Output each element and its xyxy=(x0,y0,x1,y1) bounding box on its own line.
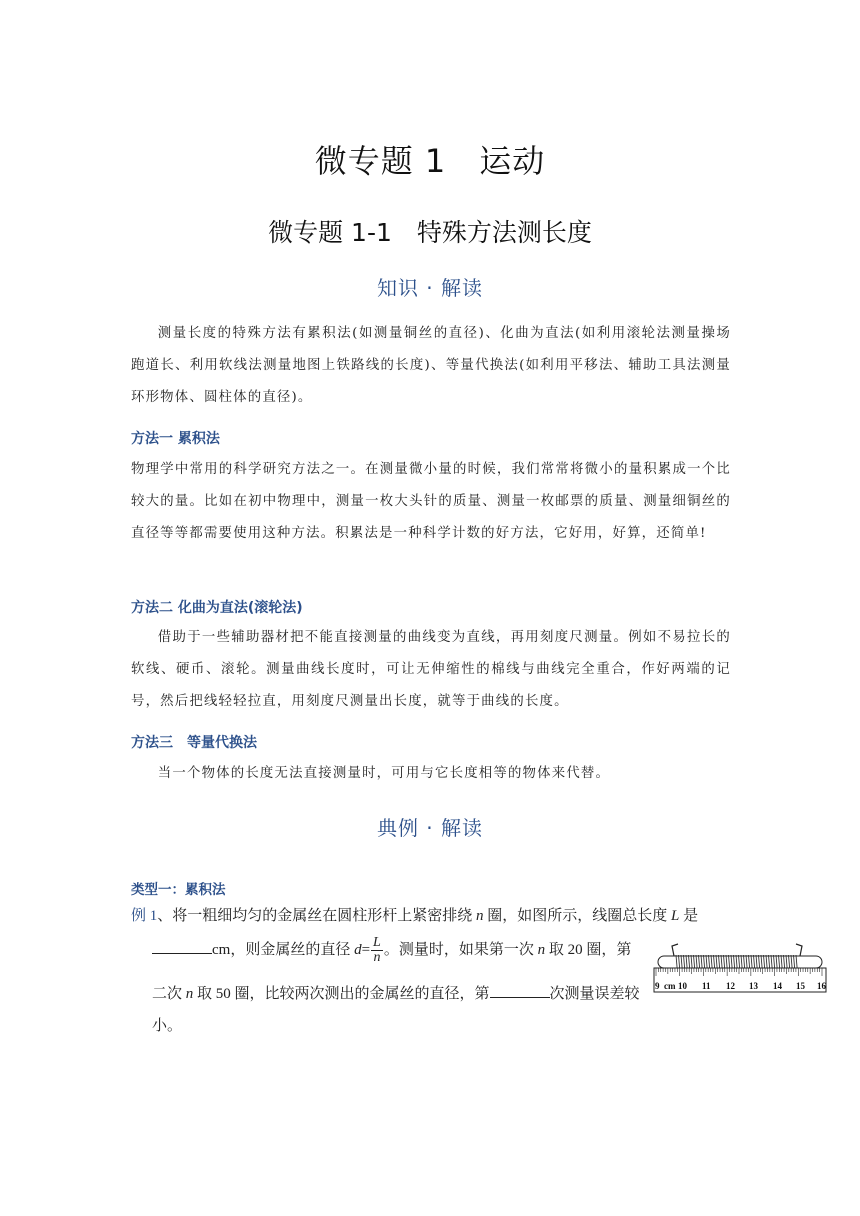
ruler-label: 16 xyxy=(817,981,826,991)
example1-line3: 二次 n 取 50 圈，比较两次测出的金属丝的直径，第 次测量误差较 xyxy=(152,982,640,1003)
page-title: 微专题 1 运动 xyxy=(314,142,546,180)
answer-blank-2[interactable] xyxy=(490,983,550,998)
ruler-label: 15 xyxy=(796,981,805,991)
page-subtitle: 微专题 1-1 特殊方法测长度 xyxy=(268,218,592,247)
coil-ruler-figure xyxy=(652,938,828,998)
method2-heading: 方法二 化曲为直法(滚轮法) xyxy=(131,600,303,616)
ruler-label: 12 xyxy=(726,981,735,991)
right-clip xyxy=(796,944,802,956)
example1-line2: cm，则金属丝的直径 d= $\frac{L}{n}$ 。测量时，如果第一次 n 取 20 圈，第 xyxy=(152,936,631,965)
ruler-label: 11 xyxy=(702,981,711,991)
ruler-label: 13 xyxy=(749,981,758,991)
answer-blank-1[interactable] xyxy=(152,939,212,954)
example1-line1: 例 1、将一粗细均匀的金属丝在圆柱形杆上紧密排绕 n 圈，如图所示，线圈总长度 L 是 xyxy=(131,908,699,924)
fraction-l-over-n: $\frac{L}{n}$ xyxy=(373,935,381,965)
method1-paragraph: 物理学中常用的科学研究方法之一。在测量微小量的时候，我们常常将微小的量积累成一个比较大的量。比如在初中物理中，测量一枚大头针的质量、测量一枚邮票的质量、测量细铜丝的直径等等都需要使用这种方法。积累法是一种科学计数的好方法，它好用，好算，还简单! xyxy=(131,462,731,541)
method3-paragraph: 当一个物体的长度无法直接测量时，可用与它长度相等的物体来代替。 xyxy=(157,766,611,781)
intro-paragraph: 测量长度的特殊方法有累积法(如测量铜丝的直径)、化曲为直法(如利用滚轮法测量操场跑道长、利用软线法测量地图上铁路线的长度)、等量代换法(如利用平移法、辅助工具法测量环形物体、圆柱体的直径)。 xyxy=(131,326,731,405)
ruler-label: 14 xyxy=(773,981,782,991)
example1-line4: 小。 xyxy=(152,1018,183,1034)
ruler-label: 9 xyxy=(655,981,660,991)
method3-heading: 方法三 等量代换法 xyxy=(131,735,257,751)
method1-heading: 方法一 累积法 xyxy=(131,431,220,447)
left-clip xyxy=(672,944,678,956)
example-label: 例 1 xyxy=(131,908,158,924)
ruler-label: 10 xyxy=(678,981,687,991)
type1-heading: 类型一：累积法 xyxy=(131,882,226,898)
section-heading-knowledge: 知识 · 解读 xyxy=(376,276,484,300)
ruler-label: cm xyxy=(664,981,676,991)
method2-paragraph: 借助于一些辅助器材把不能直接测量的曲线变为直线，再用刻度尺测量。例如不易拉长的软线、硬币、滚轮。测量曲线长度时，可让无伸缩性的棉线与曲线完全重合，作好两端的记号，然后把线轻轻拉直，用刻度尺测量出长度，就等于曲线的长度。 xyxy=(131,630,731,709)
section-heading-examples: 典例 · 解读 xyxy=(376,816,484,840)
